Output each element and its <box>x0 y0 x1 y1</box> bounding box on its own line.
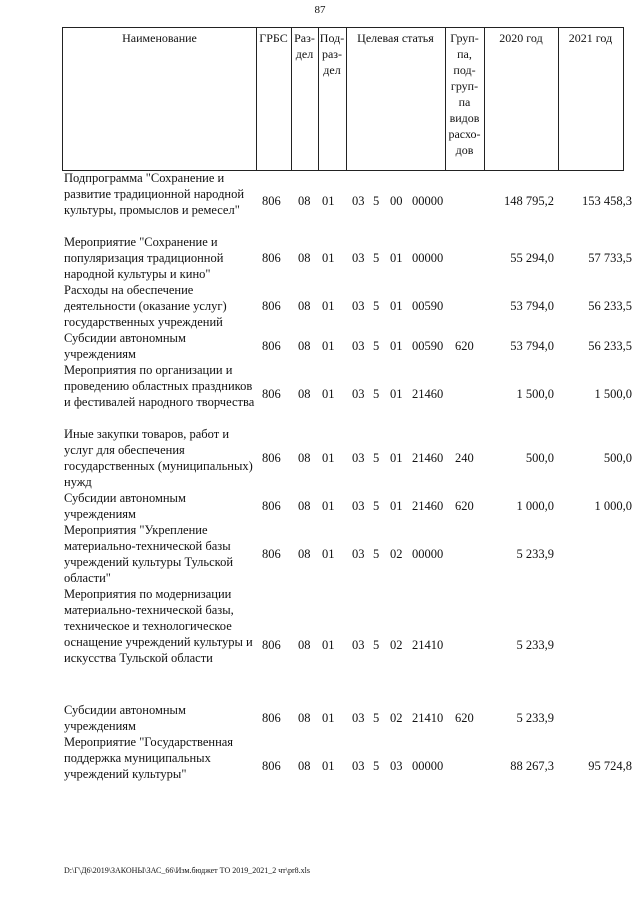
target-subprogram: 5 <box>373 451 380 465</box>
target-program: 03 <box>352 499 365 513</box>
target-subprogram: 5 <box>373 759 380 773</box>
target-event: 02 <box>390 638 403 652</box>
amount-2021: 95 724,8 <box>588 759 632 773</box>
target-program: 03 <box>352 451 365 465</box>
target-subprogram: 5 <box>373 194 380 208</box>
target-subprogram: 5 <box>373 339 380 353</box>
section-code: 08 <box>298 251 311 265</box>
target-subprogram: 5 <box>373 387 380 401</box>
amount-2021: 1 500,0 <box>594 387 632 401</box>
target-direction: 21460 <box>412 387 444 401</box>
target-direction: 00000 <box>412 547 444 561</box>
row-name: Субсидии автономным учреждениям <box>64 331 186 361</box>
expense-group: 620 <box>455 339 474 353</box>
row-name: Подпрограмма "Сохранение и развитие традиционной народной культуры, промыслов и ремесел" <box>64 171 245 217</box>
grbs-code: 806 <box>262 638 281 652</box>
row-name: Мероприятие "Государственная поддержка муниципальных учреждений культуры" <box>64 735 234 781</box>
target-direction: 00000 <box>412 759 444 773</box>
target-subprogram: 5 <box>373 547 380 561</box>
target-subprogram: 5 <box>373 251 380 265</box>
expense-group: 240 <box>455 451 474 465</box>
target-program: 03 <box>352 194 365 208</box>
amount-2020: 5 233,9 <box>516 547 554 561</box>
section-code: 08 <box>298 194 311 208</box>
target-event: 02 <box>390 711 403 725</box>
target-event: 03 <box>390 759 403 773</box>
subsection-code: 01 <box>322 194 335 208</box>
amount-2021: 56 233,5 <box>588 299 632 313</box>
section-code: 08 <box>298 387 311 401</box>
amount-2020: 88 267,3 <box>510 759 554 773</box>
subsection-code: 01 <box>322 339 335 353</box>
subsection-code: 01 <box>322 451 335 465</box>
target-event: 01 <box>390 299 403 313</box>
target-event: 01 <box>390 251 403 265</box>
grbs-code: 806 <box>262 387 281 401</box>
amount-2020: 55 294,0 <box>510 251 554 265</box>
section-code: 08 <box>298 638 311 652</box>
amount-2021: 57 733,5 <box>588 251 632 265</box>
target-event: 01 <box>390 451 403 465</box>
target-direction: 00000 <box>412 194 444 208</box>
target-direction: 00590 <box>412 339 444 353</box>
target-program: 03 <box>352 638 365 652</box>
section-code: 08 <box>298 759 311 773</box>
subsection-code: 01 <box>322 387 335 401</box>
section-code: 08 <box>298 299 311 313</box>
row-name: Субсидии автономным учреждениям <box>64 491 186 521</box>
grbs-code: 806 <box>262 251 281 265</box>
header-name: Наименование <box>62 27 257 171</box>
header-year-2021: 2021 год <box>558 27 624 171</box>
page-number: 87 <box>314 4 326 16</box>
target-program: 03 <box>352 299 365 313</box>
grbs-code: 806 <box>262 711 281 725</box>
subsection-code: 01 <box>322 711 335 725</box>
target-subprogram: 5 <box>373 299 380 313</box>
target-program: 03 <box>352 339 365 353</box>
grbs-code: 806 <box>262 547 281 561</box>
target-event: 01 <box>390 339 403 353</box>
section-code: 08 <box>298 499 311 513</box>
target-subprogram: 5 <box>373 711 380 725</box>
subsection-code: 01 <box>322 251 335 265</box>
row-name: Мероприятия по модернизации материально-технической базы, техническое и технологическое оснащение учреждений культуры и искусства Тульской области <box>64 587 253 665</box>
row-name: Субсидии автономным учреждениям <box>64 703 186 733</box>
header-podrazdel: Под- раз- дел <box>318 27 347 171</box>
grbs-code: 806 <box>262 759 281 773</box>
target-subprogram: 5 <box>373 638 380 652</box>
amount-2020: 53 794,0 <box>510 299 554 313</box>
target-program: 03 <box>352 759 365 773</box>
grbs-code: 806 <box>262 451 281 465</box>
target-program: 03 <box>352 251 365 265</box>
target-direction: 21410 <box>412 638 444 652</box>
grbs-code: 806 <box>262 299 281 313</box>
target-event: 00 <box>390 194 403 208</box>
row-name: Мероприятие "Сохранение и популяризация традиционной народной культуры и кино" <box>64 235 224 281</box>
target-program: 03 <box>352 387 365 401</box>
row-name: Иные закупки товаров, работ и услуг для обеспечения государственных (муниципальных) нужд <box>64 427 253 489</box>
target-direction: 21460 <box>412 451 444 465</box>
target-direction: 00590 <box>412 299 444 313</box>
amount-2020: 5 233,9 <box>516 711 554 725</box>
header-year-2020: 2020 год <box>484 27 559 171</box>
amount-2020: 1 500,0 <box>516 387 554 401</box>
amount-2020: 53 794,0 <box>510 339 554 353</box>
file-path-footer: D:\Г\Д6\2019\ЗАКОНЫ\ЗАС_66\Изм.бюджет ТО 2019_2021_2 чт\pr8.xls <box>64 866 310 875</box>
subsection-code: 01 <box>322 499 335 513</box>
target-subprogram: 5 <box>373 499 380 513</box>
target-program: 03 <box>352 711 365 725</box>
section-code: 08 <box>298 339 311 353</box>
target-direction: 21410 <box>412 711 444 725</box>
amount-2021: 1 000,0 <box>594 499 632 513</box>
amount-2020: 5 233,9 <box>516 638 554 652</box>
subsection-code: 01 <box>322 547 335 561</box>
header-razdel: Раз- дел <box>291 27 319 171</box>
subsection-code: 01 <box>322 759 335 773</box>
target-event: 01 <box>390 499 403 513</box>
amount-2021: 500,0 <box>603 451 632 465</box>
amount-2021: 153 458,3 <box>582 194 632 208</box>
target-direction: 00000 <box>412 251 444 265</box>
section-code: 08 <box>298 547 311 561</box>
row-name: Мероприятия по организации и проведению областных праздников и фестивалей народного творчества <box>64 363 255 409</box>
subsection-code: 01 <box>322 638 335 652</box>
amount-2020: 500,0 <box>525 451 554 465</box>
header-target-article: Целевая статья <box>346 27 446 171</box>
grbs-code: 806 <box>262 194 281 208</box>
amount-2021: 56 233,5 <box>588 339 632 353</box>
target-direction: 21460 <box>412 499 444 513</box>
amount-2020: 1 000,0 <box>516 499 554 513</box>
section-code: 08 <box>298 451 311 465</box>
row-name: Мероприятия "Укрепление материально-технической базы учреждений культуры Тульской области" <box>64 523 234 585</box>
subsection-code: 01 <box>322 299 335 313</box>
target-program: 03 <box>352 547 365 561</box>
row-name: Расходы на обеспечение деятельности (оказание услуг) государственных учреждений <box>64 283 227 329</box>
header-expense-group: Груп- па, под- груп- па видов расхо- дов <box>445 27 485 171</box>
header-grbs: ГРБС <box>256 27 292 171</box>
grbs-code: 806 <box>262 339 281 353</box>
target-event: 02 <box>390 547 403 561</box>
section-code: 08 <box>298 711 311 725</box>
grbs-code: 806 <box>262 499 281 513</box>
target-event: 01 <box>390 387 403 401</box>
expense-group: 620 <box>455 499 474 513</box>
amount-2020: 148 795,2 <box>504 194 554 208</box>
expense-group: 620 <box>455 711 474 725</box>
